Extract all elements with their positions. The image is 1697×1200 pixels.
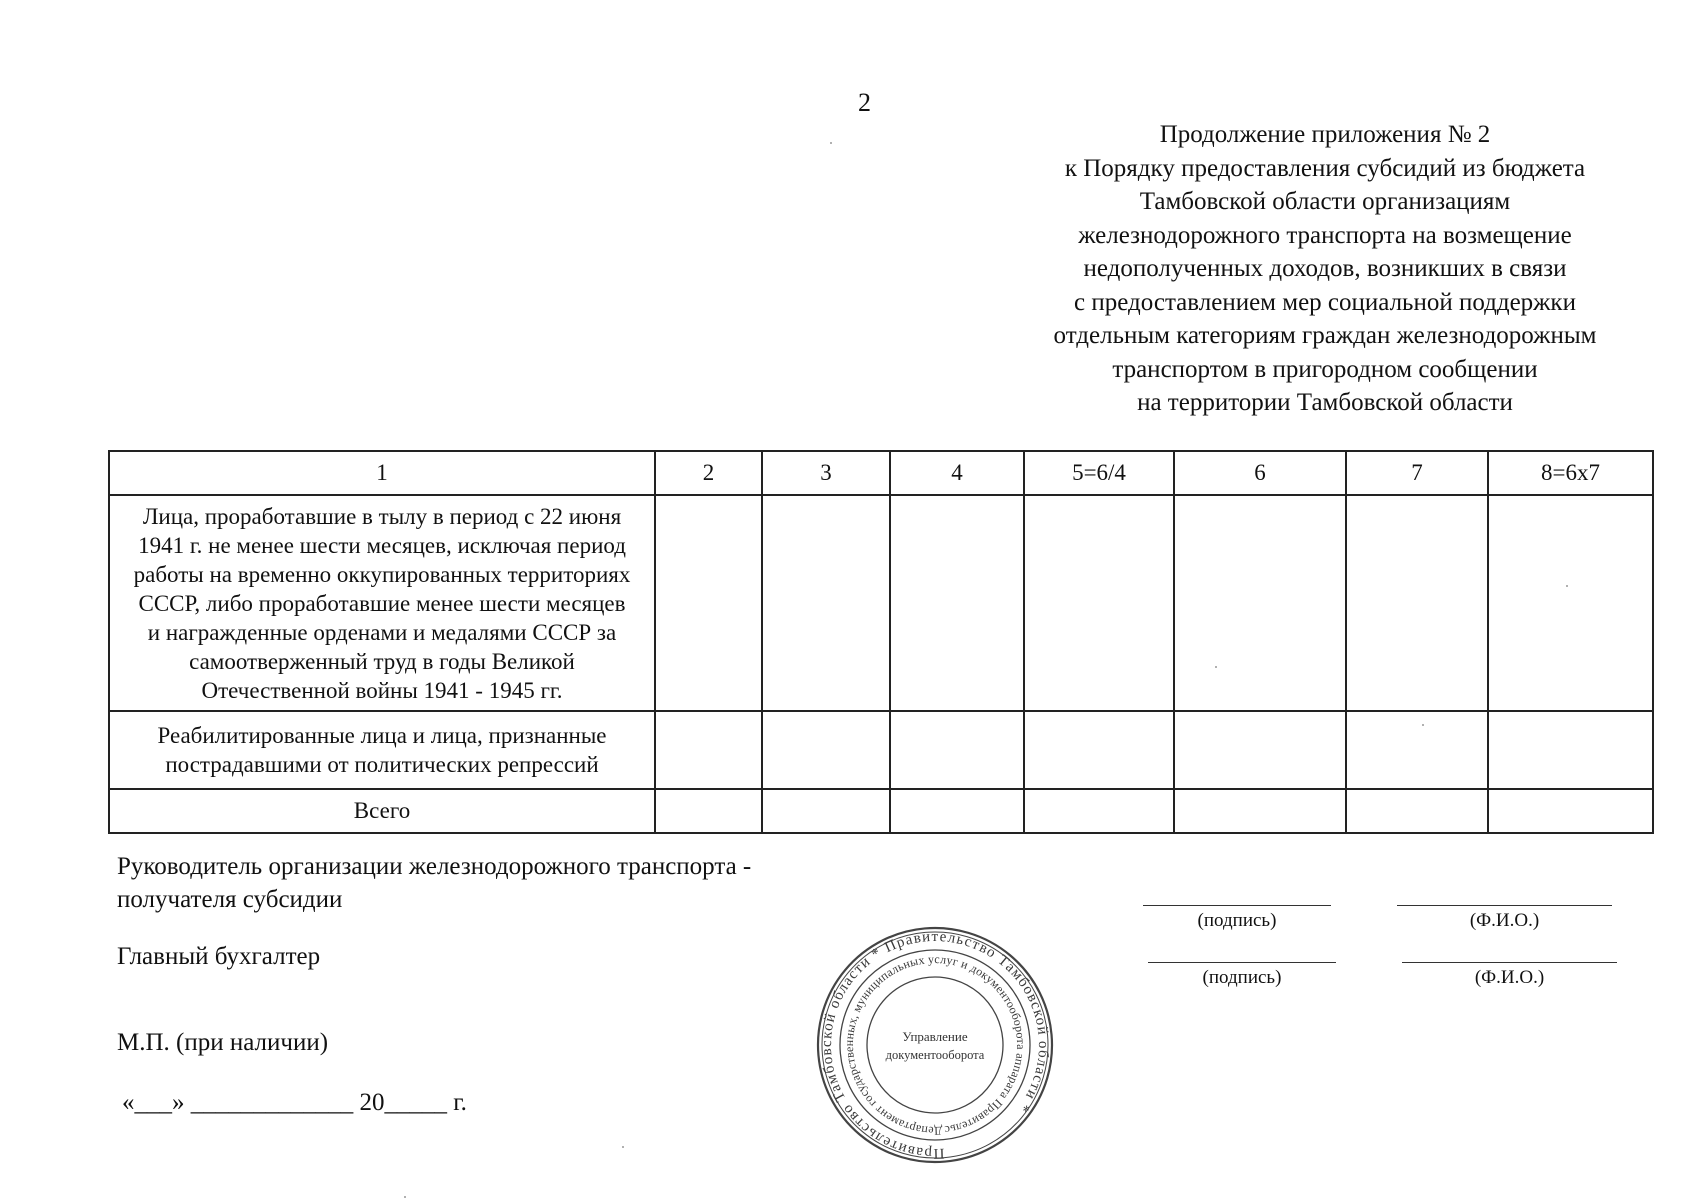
column-header: 7 — [1346, 451, 1488, 495]
head-label-line: получателя субсидии — [117, 886, 343, 913]
signature-caption: (подпись) — [1197, 910, 1277, 931]
subsidy-table — [108, 450, 1654, 834]
value-cell — [890, 789, 1024, 833]
column-header: 1 — [109, 451, 655, 495]
header-line: Тамбовской области организациям — [1139, 188, 1511, 215]
value-cell — [1174, 711, 1346, 789]
category-cell — [109, 711, 655, 789]
category-line: самоотверженный труд в годы Великой — [189, 648, 575, 674]
stamp-center-line: документооборота — [885, 1048, 985, 1062]
header-line: к Порядку предоставления субсидий из бюджета — [1064, 154, 1586, 182]
page-number: 2 — [858, 88, 871, 117]
stamp-middle-text: Департамент государственных, муниципальных услуг и документооборота аппарата Правительства — [841, 951, 1029, 1139]
category-line: работы на временно оккупированных территориях — [133, 561, 631, 587]
name-caption: (Ф.И.О.) — [1474, 967, 1545, 988]
name-line — [1402, 962, 1617, 963]
category-line: Реабилитированные лица и лица, признанные — [157, 723, 607, 748]
value-cell — [1346, 789, 1488, 833]
header-line: с предоставлением мер социальной поддержки — [1074, 288, 1576, 316]
value-cell — [655, 789, 762, 833]
category-line: Лица, проработавшие в тылу в период с 22 июня — [142, 503, 622, 529]
signature-line — [1143, 905, 1331, 906]
accountant-label: Главный бухгалтер — [117, 943, 321, 970]
value-cell — [762, 495, 890, 711]
stamp-outer-text: Правительство Тамбовской области * Правительство Тамбовской области * — [818, 928, 1052, 1162]
value-cell — [1024, 711, 1174, 789]
scan-speck — [1215, 666, 1217, 668]
table-row — [109, 711, 1653, 789]
column-header: 4 — [890, 451, 1024, 495]
value-cell — [1024, 789, 1174, 833]
value-cell — [655, 711, 762, 789]
column-header: 2 — [655, 451, 762, 495]
header-line: недополученных доходов, возникших в связи — [1083, 255, 1567, 282]
table-row — [109, 495, 1653, 711]
header-line: транспортом в пригородном сообщении — [1112, 355, 1538, 383]
head-signature-label — [117, 850, 751, 916]
value-cell — [1346, 495, 1488, 711]
header-line: на территории Тамбовской области — [1137, 389, 1513, 416]
scan-speck — [622, 1146, 624, 1148]
header-line: железнодорожного транспорта на возмещение — [1078, 221, 1572, 249]
official-stamp — [815, 925, 1055, 1165]
category-line: СССР, либо проработавшие менее шести месяцев — [138, 590, 626, 616]
value-cell — [1488, 711, 1653, 789]
value-cell — [1488, 789, 1653, 833]
table-total-row — [109, 789, 1653, 833]
name-line — [1397, 905, 1612, 906]
column-header: 5=6/4 — [1024, 451, 1174, 495]
scan-speck — [1566, 585, 1568, 587]
value-cell — [1346, 711, 1488, 789]
scan-speck — [1422, 724, 1424, 726]
value-cell — [762, 711, 890, 789]
category-line: Отечественной войны 1941 - 1945 гг. — [201, 677, 563, 703]
header-line: Продолжение приложения № 2 — [1159, 121, 1491, 148]
column-header: 8=6x7 — [1488, 451, 1653, 495]
value-cell — [1174, 789, 1346, 833]
category-line: пострадавшими от политических репрессий — [165, 752, 599, 777]
category-line: 1941 г. не менее шести месяцев, исключая период — [138, 532, 626, 558]
value-cell — [1024, 495, 1174, 711]
value-cell — [1488, 495, 1653, 711]
head-label-line: Руководитель организации железнодорожного транспорта - — [117, 853, 752, 880]
category-line: и награжденные орденами и медалями СССР за — [147, 619, 617, 645]
date-line: «___» _____________ 20_____ г. — [122, 1089, 467, 1116]
value-cell — [762, 789, 890, 833]
value-cell — [655, 495, 762, 711]
stamp-center-line: Управление — [902, 1029, 968, 1044]
value-cell — [1174, 495, 1346, 711]
name-caption: (Ф.И.О.) — [1469, 910, 1540, 931]
appendix-header — [980, 118, 1670, 420]
category-cell — [109, 495, 655, 711]
value-cell — [890, 711, 1024, 789]
column-header: 3 — [762, 451, 890, 495]
header-line: отдельным категориям граждан железнодорожным — [1053, 322, 1597, 349]
category-cell: Всего — [109, 789, 655, 833]
table-header-row — [109, 451, 1653, 495]
seal-note: М.П. (при наличии) — [117, 1029, 329, 1056]
scan-speck — [830, 142, 832, 144]
value-cell — [890, 495, 1024, 711]
signature-line — [1148, 962, 1336, 963]
signature-caption: (подпись) — [1202, 967, 1282, 988]
scan-speck — [404, 1196, 406, 1198]
column-header: 6 — [1174, 451, 1346, 495]
